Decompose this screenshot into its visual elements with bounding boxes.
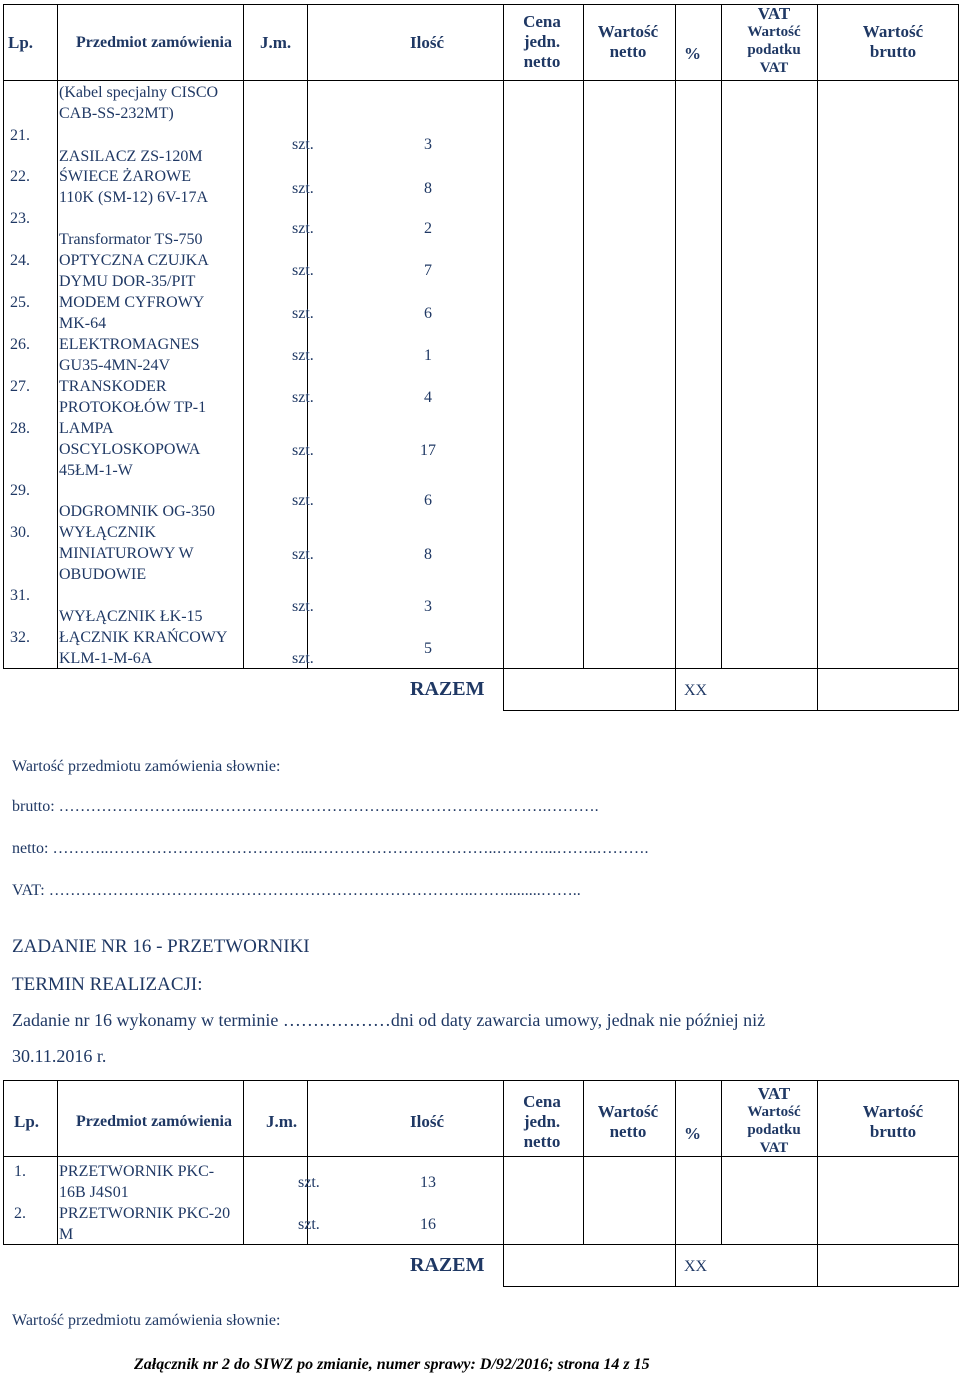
row-qty: 6 <box>424 305 432 322</box>
header-item: Przedmiot zamówienia <box>76 34 232 51</box>
row-name: PRZETWORNIK PKC- 16B J4S01 <box>59 1163 215 1201</box>
row-lp: 22. <box>10 168 30 185</box>
total-net-cell <box>504 1245 676 1287</box>
row-name: WYŁĄCZNIK MINIATUROWY W OBUDOWIE <box>59 524 194 583</box>
row-unit: szt. <box>298 1174 320 1191</box>
row-unit: szt. <box>292 492 314 509</box>
row-unit: szt. <box>292 136 314 153</box>
row-name: TRANSKODER PROTOKOŁÓW TP-1 <box>59 378 207 416</box>
row-unit: szt. <box>292 347 314 364</box>
row-name: ŚWIECE ŻAROWE 110K (SM-12) 6V-17A <box>59 168 209 206</box>
row-lp: 2. <box>14 1205 26 1222</box>
header-vat: VAT Wartość podatku VAT <box>747 4 801 76</box>
row-lp: 29. <box>10 482 30 499</box>
header-lp: Lp. <box>8 33 34 52</box>
row-lp: 31. <box>10 587 30 604</box>
total-net-cell <box>504 669 676 711</box>
row-lp: 32. <box>10 629 30 646</box>
total-label: RAZEM <box>410 1254 485 1276</box>
row-unit: szt. <box>292 442 314 459</box>
row-lp: 21. <box>10 127 30 144</box>
pct-column <box>676 81 722 669</box>
net-column <box>584 81 676 669</box>
row-qty: 1 <box>424 347 432 364</box>
qty-column <box>308 1157 504 1245</box>
header-net: Wartość netto <box>597 22 659 61</box>
footer-details: po zmianie, numer sprawy: D/92/2016; strona 14 z 15 <box>293 1356 650 1373</box>
total-xx: XX <box>684 1258 708 1275</box>
row-qty: 8 <box>424 180 432 197</box>
row-unit: szt. <box>292 650 314 667</box>
row-qty: 13 <box>420 1174 436 1191</box>
header-qty: Ilość <box>410 1112 444 1131</box>
row-lp: 24. <box>10 252 30 269</box>
gross-column <box>818 1157 959 1245</box>
header-net: Wartość netto <box>597 1102 659 1141</box>
row-unit: szt. <box>292 220 314 237</box>
section-termin: TERMIN REALIZACJI: <box>12 974 203 995</box>
row-name: WYŁĄCZNIK ŁK-15 <box>59 608 203 625</box>
lp-column <box>4 1157 58 1245</box>
gross-column <box>818 81 959 669</box>
header-pct: % <box>684 1124 701 1143</box>
header-gross: Wartość brutto <box>862 1102 924 1141</box>
row-unit: szt. <box>292 262 314 279</box>
vat-column <box>722 1157 818 1245</box>
row-qty: 4 <box>424 389 432 406</box>
header-price: Cena jedn. netto <box>523 1092 561 1151</box>
row-qty: 3 <box>424 136 432 153</box>
section-title: ZADANIE NR 16 - PRZETWORNIKI <box>12 936 310 957</box>
row-lp: 30. <box>10 524 30 541</box>
row-unit: szt. <box>292 546 314 563</box>
row-qty: 7 <box>424 262 432 279</box>
summary-netto: netto: ………..………………………………...……………………………..………...……..………. <box>12 840 649 857</box>
header-price: Cena jedn. netto <box>523 12 561 71</box>
row-name: OPTYCZNA CZUJKA DYMU DOR-35/PIT <box>59 252 209 290</box>
row-unit: szt. <box>298 1216 320 1233</box>
header-lp: Lp. <box>14 1112 40 1131</box>
row-lp: 27. <box>10 378 30 395</box>
row-lp: 1. <box>14 1163 26 1180</box>
row-unit: szt. <box>292 598 314 615</box>
row-unit: szt. <box>292 389 314 406</box>
header-qty-cell <box>308 1081 504 1157</box>
row-name: ZASILACZ ZS-120M <box>59 148 203 165</box>
header-item: Przedmiot zamówienia <box>76 1113 232 1130</box>
header-pct-cell <box>676 1081 722 1157</box>
row-name: ODGROMNIK OG-350 <box>59 503 215 520</box>
header-unit: J.m. <box>260 33 292 52</box>
pct-column <box>676 1157 722 1245</box>
qty-column <box>308 81 504 669</box>
header-gross: Wartość brutto <box>862 22 924 61</box>
row-name: ŁĄCZNIK KRAŃCOWY KLM-1-M-6A <box>59 629 228 667</box>
row-qty: 8 <box>424 546 432 563</box>
header-qty-cell <box>308 5 504 81</box>
row-name: ELEKTROMAGNES GU35-4MN-24V <box>59 336 200 374</box>
row-qty: 2 <box>424 220 432 237</box>
row-unit: szt. <box>292 305 314 322</box>
header-vat: VAT Wartość podatku VAT <box>747 1084 801 1156</box>
row-name: Transformator TS-750 <box>59 231 203 248</box>
row-lp: 23. <box>10 210 30 227</box>
summary-brutto: brutto: ……………………...………………………………..……………………….………. <box>12 798 599 815</box>
vat-column <box>722 81 818 669</box>
row-qty: 3 <box>424 598 432 615</box>
total-xx: XX <box>684 682 708 699</box>
header-qty: Ilość <box>410 33 444 52</box>
total-gross-cell <box>818 669 959 711</box>
summary-title: Wartość przedmiotu zamówienia słownie: <box>12 1312 281 1329</box>
summary-vat: VAT: ……………………………………………………………………..…….........…….. <box>12 882 581 899</box>
footer-attachment: Załącznik nr 2 do SIWZ <box>134 1356 294 1373</box>
header-pct: % <box>684 44 701 63</box>
price-column <box>504 81 584 669</box>
total-label: RAZEM <box>410 678 485 700</box>
total-gross-cell <box>818 1245 959 1287</box>
row-qty: 16 <box>420 1216 436 1233</box>
row-unit: szt. <box>292 180 314 197</box>
carry-over-item: (Kabel specjalny CISCO CAB-SS-232MT) <box>59 84 219 122</box>
row-lp: 28. <box>10 420 30 437</box>
page-footer <box>134 1356 650 1374</box>
row-name: LAMPA OSCYLOSKOPOWA 45ŁM-1-W <box>59 420 201 479</box>
price-column <box>504 1157 584 1245</box>
section-text-2: 30.11.2016 r. <box>12 1046 107 1066</box>
section-text-1: Zadanie nr 16 wykonamy w terminie ………………dni od daty zawarcia umowy, jednak nie później niż <box>12 1010 766 1030</box>
header-pct-cell <box>676 5 722 81</box>
unit-column <box>244 81 308 669</box>
row-lp: 26. <box>10 336 30 353</box>
row-name: MODEM CYFROWY MK-64 <box>59 294 205 332</box>
row-qty: 5 <box>424 640 432 657</box>
net-column <box>584 1157 676 1245</box>
row-lp: 25. <box>10 294 30 311</box>
row-name: PRZETWORNIK PKC-20 M <box>59 1205 231 1243</box>
summary-title: Wartość przedmiotu zamówienia słownie: <box>12 758 281 775</box>
row-qty: 17 <box>420 442 436 459</box>
row-qty: 6 <box>424 492 432 509</box>
header-unit: J.m. <box>266 1112 298 1131</box>
